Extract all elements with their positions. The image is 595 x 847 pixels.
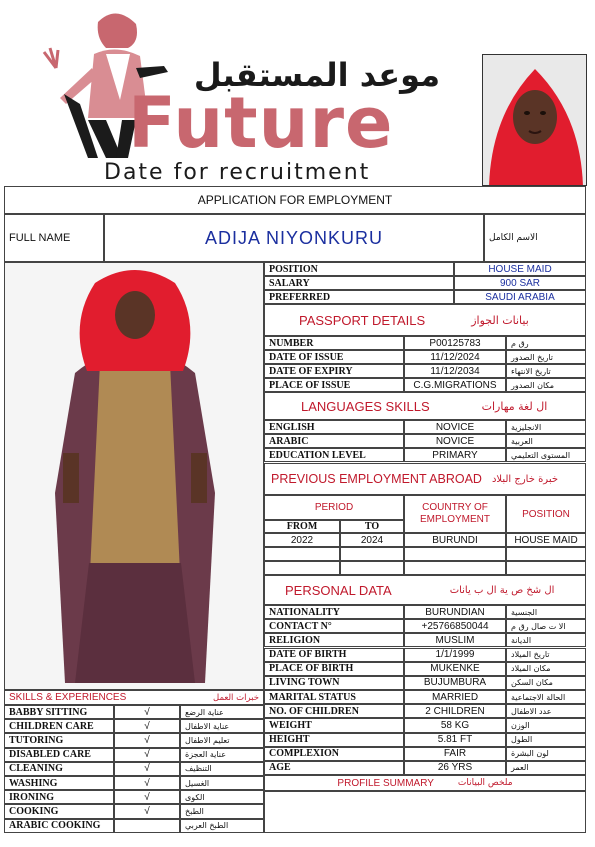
skill-row-label: TUTORING — [4, 733, 114, 747]
brand-tagline: Date for recruitment — [104, 160, 371, 185]
employment-section-header — [264, 463, 586, 495]
passport-row-value: 11/12/2034 — [404, 364, 506, 378]
passport-row-value: 11/12/2024 — [404, 350, 506, 364]
personal-row-label: PLACE OF BIRTH — [264, 662, 404, 676]
language-row-label: ENGLISH — [264, 420, 404, 434]
employment-empty-cell — [506, 561, 586, 575]
employment-empty-cell — [340, 561, 404, 575]
passport-row-label: NUMBER — [264, 336, 404, 350]
passport-row-arabic: مكان الصدور — [506, 378, 586, 392]
personal-row-arabic: تاريخ الميلاد — [506, 648, 586, 662]
personal-row-label: RELIGION — [264, 633, 404, 647]
personal-row-value: 58 KG — [404, 718, 506, 732]
personal-row-label: WEIGHT — [264, 718, 404, 732]
brand-arabic-name: موعد المستقبل — [193, 56, 440, 94]
skills-title: SKILLS & EXPERIENCES — [9, 692, 127, 703]
period-header: PERIOD — [264, 495, 404, 520]
position-header: POSITION — [506, 495, 586, 533]
passport-row-label: PLACE OF ISSUE — [264, 378, 404, 392]
passport-row-label: DATE OF EXPIRY — [264, 364, 404, 378]
personal-row-label: HEIGHT — [264, 733, 404, 747]
skill-row-check: √ — [114, 804, 180, 818]
skill-row-check: √ — [114, 776, 180, 790]
passport-row-value: P00125783 — [404, 336, 506, 350]
employment-empty-cell — [340, 547, 404, 561]
personal-row-label: AGE — [264, 761, 404, 775]
skills-section-header — [4, 690, 264, 705]
personal-title-arabic: ال شخ ص ية ال ب يانات — [449, 584, 555, 596]
from-header: FROM — [264, 520, 340, 533]
skill-row-check: √ — [114, 733, 180, 747]
profile-summary-header — [264, 775, 586, 791]
skill-row-label: IRONING — [4, 790, 114, 804]
full-name-value: ADIJA NIYONKURU — [104, 214, 484, 262]
languages-title-arabic: ال لغة مهارات — [481, 399, 548, 413]
employment-empty-cell — [404, 547, 506, 561]
language-row-value: NOVICE — [404, 434, 506, 448]
skill-row-label: BABBY SITTING — [4, 705, 114, 719]
skill-row-check: √ — [114, 790, 180, 804]
skill-row-label: ARABIC COOKING — [4, 819, 114, 833]
personal-row-value: MUSLIM — [404, 633, 506, 647]
personal-row-value: 1/1/1999 — [404, 648, 506, 662]
skill-row-label: CHILDREN CARE — [4, 719, 114, 733]
personal-row-arabic: لون البشرة — [506, 747, 586, 761]
skill-row-label: COOKING — [4, 804, 114, 818]
full-name-arabic-label: الاسم الكامل — [484, 214, 586, 262]
skill-row-check: √ — [114, 705, 180, 719]
employment-from-value: 2022 — [264, 533, 340, 547]
employment-empty-cell — [506, 547, 586, 561]
passport-row-arabic: رق م — [506, 336, 586, 350]
portrait-photo-icon — [483, 55, 587, 186]
personal-row-arabic: مكان الميلاد — [506, 662, 586, 676]
languages-section-header — [264, 392, 586, 420]
personal-row-value: 5.81 FT — [404, 733, 506, 747]
profile-summary-label: PROFILE SUMMARY — [337, 777, 434, 789]
employment-to-value: 2024 — [340, 533, 404, 547]
skill-row-label: CLEANING — [4, 762, 114, 776]
personal-row-value: BURUNDIAN — [404, 605, 506, 619]
passport-row-value: C.G.MIGRATIONS — [404, 378, 506, 392]
employment-position-value: HOUSE MAID — [506, 533, 586, 547]
skill-row-arabic: تعليم الاطفال — [180, 733, 264, 747]
language-row-arabic: العربية — [506, 434, 586, 448]
salary-value: 900 SAR — [454, 276, 586, 290]
personal-row-arabic: الا ت صال رق م — [506, 619, 586, 633]
employment-title-arabic: خبرة خارج البلاد — [491, 473, 559, 485]
passport-row-arabic: تاريخ الصدور — [506, 350, 586, 364]
skill-row-arabic: التنظيف — [180, 762, 264, 776]
skill-row-arabic: الطبخ — [180, 804, 264, 818]
skill-row-arabic: الغسيل — [180, 776, 264, 790]
skill-row-label: DISABLED CARE — [4, 748, 114, 762]
personal-row-label: DATE OF BIRTH — [264, 648, 404, 662]
personal-row-value: FAIR — [404, 747, 506, 761]
personal-row-arabic: العمر — [506, 761, 586, 775]
employment-country-value: BURUNDI — [404, 533, 506, 547]
personal-row-arabic: الجنسية — [506, 605, 586, 619]
personal-row-value: +25766850044 — [404, 619, 506, 633]
language-row-arabic: المستوى التعليمي — [506, 448, 586, 462]
preferred-value: SAUDI ARABIA — [454, 290, 586, 304]
passport-row-arabic: تاريخ الانتهاء — [506, 364, 586, 378]
skill-row-arabic: الكوى — [180, 790, 264, 804]
country-header: COUNTRY OF EMPLOYMENT — [404, 495, 506, 533]
personal-row-value: MARRIED — [404, 690, 506, 704]
employment-empty-cell — [264, 561, 340, 575]
skill-row-check: √ — [114, 762, 180, 776]
personal-row-arabic: الطول — [506, 733, 586, 747]
skill-row-arabic: عناية العجزة — [180, 748, 264, 762]
brand-header — [0, 0, 595, 186]
position-value: HOUSE MAID — [454, 262, 586, 276]
passport-title-arabic: بيانات الجواز — [471, 313, 529, 327]
personal-row-label: NATIONALITY — [264, 605, 404, 619]
skill-row-arabic: الطبخ العربي — [180, 819, 264, 833]
personal-row-value: 2 CHILDREN — [404, 704, 506, 718]
skill-row-check: √ — [114, 719, 180, 733]
personal-row-label: LIVING TOWN — [264, 676, 404, 690]
personal-row-label: NO. OF CHILDREN — [264, 704, 404, 718]
personal-row-value: MUKENKE — [404, 662, 506, 676]
language-row-label: ARABIC — [264, 434, 404, 448]
passport-photo — [482, 54, 587, 186]
language-row-arabic: الانجليزية — [506, 420, 586, 434]
brand-wordmark: Future — [128, 82, 394, 164]
full-name-label: FULL NAME — [4, 214, 104, 262]
position-label: POSITION — [264, 262, 454, 276]
skill-row-label: WASHING — [4, 776, 114, 790]
preferred-label: PREFERRED — [264, 290, 454, 304]
personal-row-arabic: عدد الاطفال — [506, 704, 586, 718]
passport-title: PASSPORT DETAILS — [299, 312, 426, 328]
languages-title: LANGUAGES SKILLS — [301, 398, 430, 414]
personal-row-arabic: الحالة الاجتماعية — [506, 690, 586, 704]
personal-row-value: BUJUMBURA — [404, 676, 506, 690]
full-body-photo — [4, 262, 264, 690]
skills-title-arabic: خبرات العمل — [213, 692, 259, 703]
employment-empty-cell — [264, 547, 340, 561]
employment-title: PREVIOUS EMPLOYMENT ABROAD — [271, 472, 482, 486]
skill-row-arabic: عناية الرضع — [180, 705, 264, 719]
personal-section-header — [264, 575, 586, 605]
salary-label: SALARY — [264, 276, 454, 290]
personal-row-label: COMPLEXION — [264, 747, 404, 761]
personal-row-arabic: الديانة — [506, 633, 586, 647]
personal-row-value: 26 YRS — [404, 761, 506, 775]
personal-row-label: MARITAL STATUS — [264, 690, 404, 704]
full-body-portrait-icon — [5, 263, 264, 690]
language-row-label: EDUCATION LEVEL — [264, 448, 404, 462]
skill-row-arabic: عناية الاطفال — [180, 719, 264, 733]
personal-row-arabic: مكان السكن — [506, 676, 586, 690]
passport-section-header — [264, 304, 586, 336]
personal-row-arabic: الوزن — [506, 718, 586, 732]
profile-summary-arabic: ملخص البيانات — [457, 778, 513, 788]
form-title: APPLICATION FOR EMPLOYMENT — [4, 186, 586, 214]
skill-row-check: √ — [114, 748, 180, 762]
personal-row-label: CONTACT N° — [264, 619, 404, 633]
profile-summary-body — [264, 791, 586, 833]
to-header: TO — [340, 520, 404, 533]
passport-row-label: DATE OF ISSUE — [264, 350, 404, 364]
employment-empty-cell — [404, 561, 506, 575]
skill-row-check — [114, 819, 180, 833]
personal-title: PERSONAL DATA — [285, 582, 392, 598]
language-row-value: PRIMARY — [404, 448, 506, 462]
language-row-value: NOVICE — [404, 420, 506, 434]
